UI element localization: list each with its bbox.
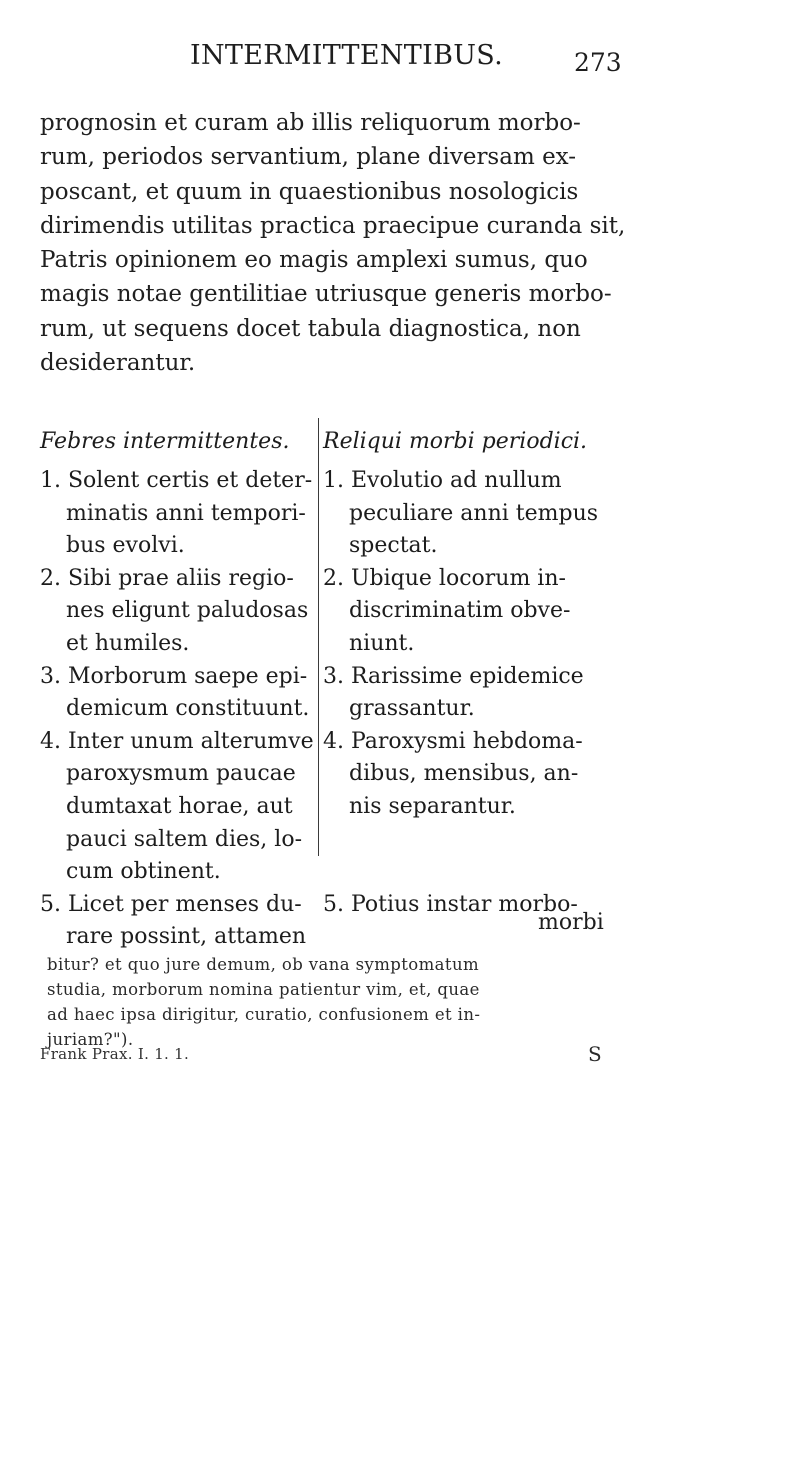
- column-line: bus evolvi.: [66, 533, 185, 559]
- column-line: dumtaxat horae, aut: [66, 793, 293, 819]
- column-line: 4. Paroxysmi hebdoma-: [323, 728, 583, 754]
- footnote: [47, 952, 627, 1052]
- catchword: morbi: [538, 910, 604, 935]
- column-line: 1. Solent certis et deter-: [40, 468, 313, 493]
- footnote-line: ad haec ipsa dirigitur, curatio, confusionem et in-: [47, 1005, 481, 1024]
- intro-line: dirimendis utilitas practica praecipue curanda sit,: [40, 212, 626, 239]
- table-column-reliqui: [318, 418, 631, 917]
- intro-line: rum, ut sequens docet tabula diagnostica, non: [40, 315, 581, 342]
- intro-line: poscant, et quum in quaestionibus nosologicis: [40, 178, 579, 205]
- column-line: nes eligunt paludosas: [66, 598, 309, 624]
- footnote-line: bitur? et quo jure demum, ob vana symptomatum: [47, 955, 480, 974]
- column-line: dibus, mensibus, an-: [349, 761, 579, 787]
- intro-line: Patris opinionem eo magis amplexi sumus, quo: [40, 247, 588, 274]
- column-line: 4. Inter unum alterumve: [40, 728, 314, 754]
- column-line: demicum constituunt.: [66, 696, 310, 722]
- intro-paragraph: [40, 106, 624, 380]
- page-number: 273: [574, 48, 622, 77]
- running-head: INTERMITTENTIBUS.: [190, 40, 503, 71]
- column-line: nis separantur.: [349, 793, 516, 819]
- column-line: pauci saltem dies, lo-: [66, 826, 303, 852]
- column-line: 1. Evolutio ad nullum: [323, 468, 562, 493]
- column-line: et humiles.: [66, 630, 190, 656]
- column-line: grassantur.: [349, 696, 475, 722]
- table-column-febres: [40, 426, 314, 954]
- column-spacer: [323, 856, 629, 889]
- column-line: 3. Rarissime epidemice: [323, 663, 584, 689]
- column-spacer: [323, 824, 629, 857]
- column-line: 5. Licet per menses du-: [40, 891, 302, 917]
- column-line: 3. Morborum saepe epi-: [40, 663, 308, 689]
- column-line: paroxysmum paucae: [66, 761, 296, 787]
- source-reference: Frank Prax. I. 1. 1.: [40, 1045, 190, 1063]
- column-line: cum obtinent.: [66, 859, 221, 885]
- column-line: rare possint, attamen: [66, 924, 307, 950]
- column-line: 2. Sibi prae aliis regio-: [40, 565, 294, 591]
- column-title: Febres intermittentes.: [40, 429, 290, 454]
- column-line: spectat.: [349, 533, 438, 559]
- footnote-line: juriam?").: [47, 1030, 134, 1049]
- column-line: 5. Potius instar morbo-: [323, 891, 578, 917]
- intro-line: desiderantur.: [40, 350, 196, 377]
- intro-line: rum, periodos servantium, plane diversam ex-: [40, 144, 577, 171]
- column-line: 2. Ubique locorum in-: [323, 565, 566, 591]
- column-line: niunt.: [349, 630, 415, 656]
- column-line: discriminatim obve-: [349, 598, 571, 624]
- intro-line: prognosin et curam ab illis reliquorum morbo-: [40, 110, 581, 136]
- intro-line: magis notae gentilitiae utriusque generis morbo-: [40, 281, 612, 308]
- column-line: minatis anni tempori-: [66, 500, 306, 526]
- column-line: peculiare anni tempus: [349, 500, 599, 526]
- column-title: Reliqui morbi periodici.: [323, 429, 588, 454]
- footnote-line: studia, morborum nomina patientur vim, et, quae: [47, 980, 480, 999]
- signature-mark: S: [588, 1042, 602, 1066]
